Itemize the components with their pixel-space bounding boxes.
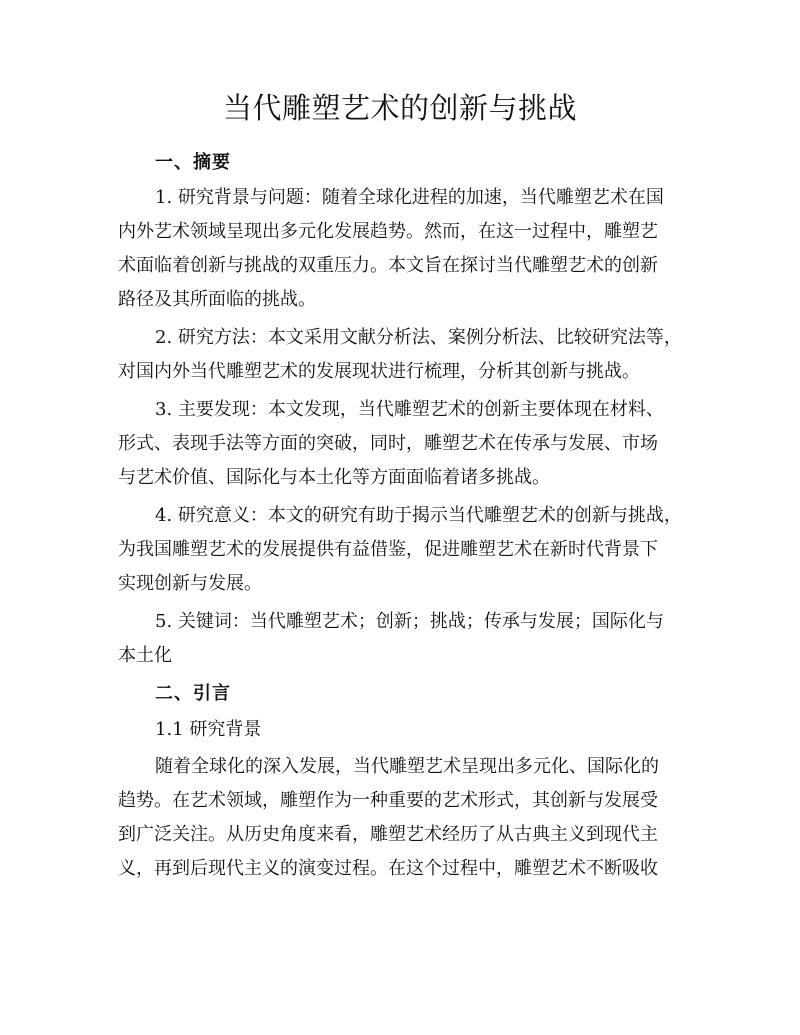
abstract-item-5-line-1: 5. 关键词：当代雕塑艺术；创新；挑战；传承与发展；国际化与 bbox=[155, 611, 664, 632]
abstract-item-3-line-1: 3. 主要发现：本文发现，当代雕塑艺术的创新主要体现在材料、 bbox=[155, 399, 664, 420]
abstract-item-5-line-2: 本土化 bbox=[118, 645, 172, 666]
intro-paragraph-line-2: 趋势。在艺术领域，雕塑作为一种重要的艺术形式，其创新与发展受 bbox=[118, 790, 658, 811]
abstract-item-1-line-1: 1. 研究背景与问题：随着全球化进程的加速，当代雕塑艺术在国 bbox=[155, 187, 664, 208]
abstract-item-1-line-2: 内外艺术领域呈现出多元化发展趋势。然而，在这一过程中，雕塑艺 bbox=[118, 221, 658, 242]
abstract-item-4-line-2: 为我国雕塑艺术的发展提供有益借鉴，促进雕塑艺术在新时代背景下 bbox=[118, 539, 658, 560]
abstract-item-4-line-1: 4. 研究意义：本文的研究有助于揭示当代雕塑艺术的创新与挑战， bbox=[155, 505, 682, 526]
abstract-item-4-line-3: 实现创新与发展。 bbox=[118, 573, 262, 594]
abstract-item-2-line-1: 2. 研究方法：本文采用文献分析法、案例分析法、比较研究法等， bbox=[155, 327, 682, 348]
abstract-item-1-line-3: 术面临着创新与挑战的双重压力。本文旨在探讨当代雕塑艺术的创新 bbox=[118, 255, 658, 276]
abstract-item-2-line-2: 对国内外当代雕塑艺术的发展现状进行梳理，分析其创新与挑战。 bbox=[118, 361, 640, 382]
document-title: 当代雕塑艺术的创新与挑战 bbox=[222, 91, 577, 125]
abstract-item-3-line-2: 形式、表现手法等方面的突破，同时，雕塑艺术在传承与发展、市场 bbox=[118, 433, 658, 454]
intro-subheading: 1.1 研究背景 bbox=[155, 719, 262, 740]
abstract-item-3-line-3: 与艺术价值、国际化与本土化等方面面临着诸多挑战。 bbox=[118, 467, 550, 488]
abstract-heading: 一、摘要 bbox=[155, 152, 231, 173]
intro-paragraph-line-4: 义，再到后现代主义的演变过程。在这个过程中，雕塑艺术不断吸收 bbox=[118, 858, 658, 879]
abstract-item-1-line-4: 路径及其所面临的挑战。 bbox=[118, 289, 316, 310]
intro-paragraph-line-3: 到广泛关注。从历史角度来看，雕塑艺术经历了从古典主义到现代主 bbox=[118, 824, 658, 845]
intro-heading: 二、引言 bbox=[155, 683, 231, 704]
intro-paragraph-line-1: 随着全球化的深入发展，当代雕塑艺术呈现出多元化、国际化的 bbox=[155, 756, 659, 777]
